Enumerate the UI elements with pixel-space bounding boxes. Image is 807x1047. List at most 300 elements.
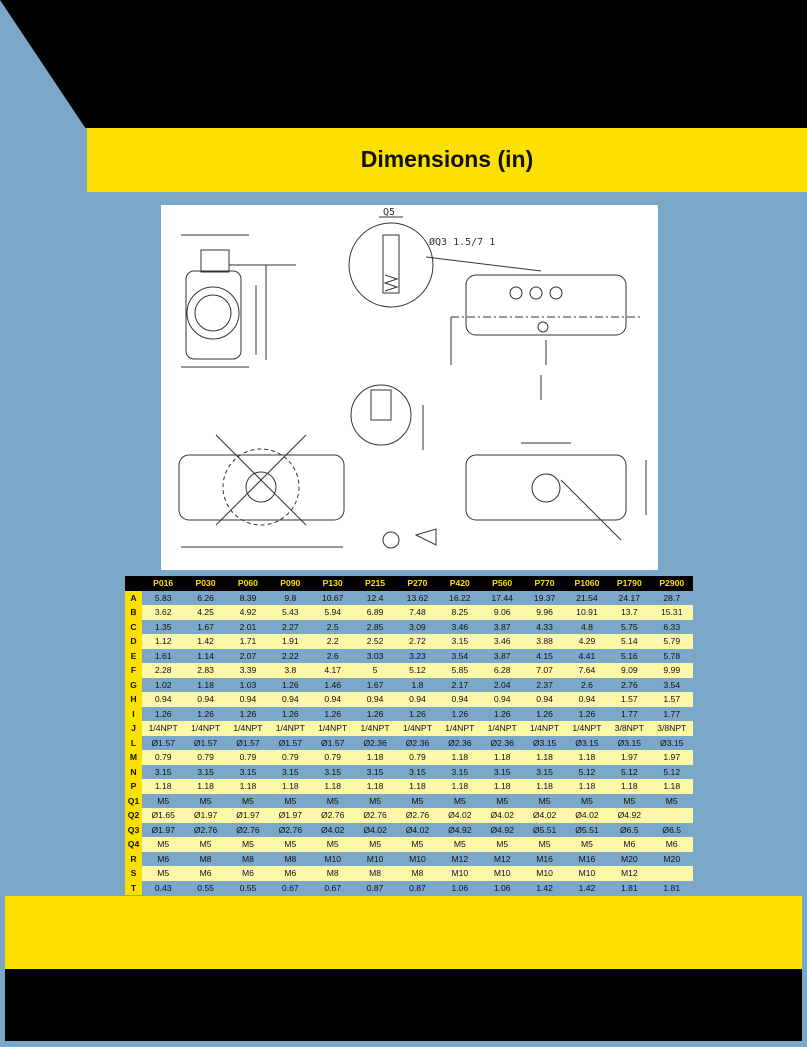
table-cell xyxy=(651,808,694,823)
table-cell: 1.97 xyxy=(608,750,650,765)
table-cell: 0.94 xyxy=(354,692,396,707)
detail-shaft-mid xyxy=(371,390,391,420)
top-view-body xyxy=(179,455,344,520)
table-cell: 1.18 xyxy=(396,779,438,794)
table-cell: 5.85 xyxy=(439,663,481,678)
row-label: N xyxy=(125,765,142,780)
table-cell: 1/4NPT xyxy=(523,721,565,736)
column-header-p1060: P1060 xyxy=(566,576,608,591)
callout-q5: Q5 xyxy=(383,207,396,218)
table-cell: Ø2.36 xyxy=(354,736,396,751)
table-cell: Ø4.02 xyxy=(481,808,523,823)
table-cell: 4.92 xyxy=(227,605,269,620)
table-cell: 16.22 xyxy=(439,591,481,606)
table-cell: Ø2.76 xyxy=(227,823,269,838)
table-cell: 1/4NPT xyxy=(269,721,311,736)
row-label: Q1 xyxy=(125,794,142,809)
table-cell: 0.94 xyxy=(269,692,311,707)
table-cell: Ø1.97 xyxy=(227,808,269,823)
table-cell: Ø2.76 xyxy=(269,823,311,838)
table-cell: 9.8 xyxy=(269,591,311,606)
table-cell: M20 xyxy=(651,852,694,867)
table-row xyxy=(125,591,693,606)
table-cell: 1.26 xyxy=(566,707,608,722)
table-cell: Ø2.76 xyxy=(184,823,226,838)
table-cell: M5 xyxy=(184,837,226,852)
table-cell: 2.72 xyxy=(396,634,438,649)
row-label: D xyxy=(125,634,142,649)
table-cell: M12 xyxy=(608,866,650,881)
top-view-shaft xyxy=(246,472,276,502)
side-port-1 xyxy=(510,287,522,299)
table-cell: 0.87 xyxy=(396,881,438,896)
column-header-p090: P090 xyxy=(269,576,311,591)
table-cell: 2.5 xyxy=(312,620,354,635)
end-view-body xyxy=(186,271,241,359)
table-cell: M10 xyxy=(396,852,438,867)
table-cell: Ø1.97 xyxy=(269,808,311,823)
detail-spring xyxy=(385,275,397,291)
table-cell: 1/4NPT xyxy=(566,721,608,736)
column-header-p016: P016 xyxy=(142,576,184,591)
table-cell: 1.18 xyxy=(481,750,523,765)
table-cell: 2.27 xyxy=(269,620,311,635)
table-row xyxy=(125,605,693,620)
table-cell: Ø1.57 xyxy=(312,736,354,751)
table-cell: M5 xyxy=(142,794,184,809)
column-header-p1790: P1790 xyxy=(608,576,650,591)
side-view-body xyxy=(466,275,626,335)
table-cell: M10 xyxy=(439,866,481,881)
table-cell: 1.26 xyxy=(523,707,565,722)
footer-black-band xyxy=(5,969,802,1041)
table-cell: M8 xyxy=(396,866,438,881)
table-cell: M10 xyxy=(354,852,396,867)
table-cell: 15.31 xyxy=(651,605,694,620)
table-cell: 1.42 xyxy=(184,634,226,649)
table-cell: M16 xyxy=(566,852,608,867)
table-cell: 3/8NPT xyxy=(651,721,694,736)
table-cell: 1.18 xyxy=(354,779,396,794)
table-cell: 2.37 xyxy=(523,678,565,693)
table-cell: 0.94 xyxy=(227,692,269,707)
table-row xyxy=(125,707,693,722)
table-cell: 5.83 xyxy=(142,591,184,606)
table-cell: 5.14 xyxy=(608,634,650,649)
bottom-view-leader xyxy=(561,480,621,540)
table-cell: M5 xyxy=(523,837,565,852)
table-cell: 3.15 xyxy=(312,765,354,780)
table-cell: 8.25 xyxy=(439,605,481,620)
table-row xyxy=(125,866,693,881)
table-cell: 7.48 xyxy=(396,605,438,620)
table-cell: 1.18 xyxy=(184,678,226,693)
table-cell: 1.18 xyxy=(651,779,694,794)
table-cell: 6.28 xyxy=(481,663,523,678)
table-cell: 1.18 xyxy=(608,779,650,794)
table-cell: 3.15 xyxy=(481,765,523,780)
table-row xyxy=(125,736,693,751)
row-label: Q4 xyxy=(125,837,142,852)
column-header-p030: P030 xyxy=(184,576,226,591)
table-cell: Ø1.57 xyxy=(269,736,311,751)
table-cell: 1.18 xyxy=(142,779,184,794)
table-cell: 0.87 xyxy=(354,881,396,896)
table-cell: M5 xyxy=(142,837,184,852)
table-cell: 1.06 xyxy=(481,881,523,896)
table-cell: M8 xyxy=(312,866,354,881)
row-label: H xyxy=(125,692,142,707)
row-label: J xyxy=(125,721,142,736)
table-cell: 2.52 xyxy=(354,634,396,649)
table-cell: M16 xyxy=(523,852,565,867)
table-cell: 21.54 xyxy=(566,591,608,606)
table-cell: 0.94 xyxy=(312,692,354,707)
table-cell: M8 xyxy=(227,852,269,867)
row-label: Q3 xyxy=(125,823,142,838)
dimensions-table xyxy=(125,576,693,895)
table-cell: 1.26 xyxy=(269,707,311,722)
table-cell: 10.67 xyxy=(312,591,354,606)
table-cell: 0.94 xyxy=(142,692,184,707)
table-cell: 1/4NPT xyxy=(396,721,438,736)
table-cell: 1.18 xyxy=(481,779,523,794)
table-cell: 5.12 xyxy=(608,765,650,780)
table-cell: 3/8NPT xyxy=(608,721,650,736)
table-cell: M6 xyxy=(142,852,184,867)
table-cell: 0.79 xyxy=(269,750,311,765)
table-cell: 1.67 xyxy=(184,620,226,635)
title-banner xyxy=(87,128,807,192)
dimension-drawing-svg xyxy=(161,205,658,570)
side-port-3 xyxy=(550,287,562,299)
table-row xyxy=(125,678,693,693)
table-cell: Ø4.92 xyxy=(608,808,650,823)
table-cell: 1.18 xyxy=(523,779,565,794)
table-cell: Ø5.51 xyxy=(566,823,608,838)
table-cell: 1/4NPT xyxy=(142,721,184,736)
table-cell: M10 xyxy=(481,866,523,881)
detail-circle-top xyxy=(349,223,433,307)
table-cell: 3.15 xyxy=(142,765,184,780)
table-row xyxy=(125,779,693,794)
table-cell: 3.87 xyxy=(481,649,523,664)
footer-yellow-band xyxy=(5,896,802,969)
table-cell: 1.06 xyxy=(439,881,481,896)
table-cell: 3.15 xyxy=(227,765,269,780)
table-cell: Ø1.57 xyxy=(184,736,226,751)
table-row xyxy=(125,852,693,867)
table-cell: M5 xyxy=(651,794,694,809)
table-cell: 0.67 xyxy=(269,881,311,896)
table-cell: 1/4NPT xyxy=(354,721,396,736)
table-cell: 3.09 xyxy=(396,620,438,635)
table-cell: 5.12 xyxy=(651,765,694,780)
table-cell: Ø2.36 xyxy=(439,736,481,751)
table-cell: 2.04 xyxy=(481,678,523,693)
table-cell: 1.71 xyxy=(227,634,269,649)
table-cell: M5 xyxy=(269,794,311,809)
table-cell: 1.67 xyxy=(354,678,396,693)
table-cell: 1.18 xyxy=(227,779,269,794)
table-cell: 0.94 xyxy=(439,692,481,707)
detail-pin xyxy=(383,235,399,293)
table-cell: M5 xyxy=(312,794,354,809)
table-cell: M5 xyxy=(184,794,226,809)
table-cell: 3.15 xyxy=(269,765,311,780)
row-label: S xyxy=(125,866,142,881)
table-cell: 1.26 xyxy=(184,707,226,722)
table-cell: Ø2.36 xyxy=(481,736,523,751)
table-cell: 3.87 xyxy=(481,620,523,635)
table-cell: 1.77 xyxy=(651,707,694,722)
table-cell: M6 xyxy=(269,866,311,881)
table-cell: 4.33 xyxy=(523,620,565,635)
table-cell: 1.18 xyxy=(566,750,608,765)
table-cell: 3.54 xyxy=(439,649,481,664)
table-row xyxy=(125,837,693,852)
table-cell: M5 xyxy=(566,794,608,809)
table-cell: 3.15 xyxy=(184,765,226,780)
table-cell: M5 xyxy=(396,837,438,852)
table-cell: Ø3.15 xyxy=(608,736,650,751)
table-cell: Ø2.76 xyxy=(354,808,396,823)
table-cell: 4.41 xyxy=(566,649,608,664)
table-row xyxy=(125,765,693,780)
table-cell: M6 xyxy=(608,837,650,852)
row-label: F xyxy=(125,663,142,678)
table-row xyxy=(125,881,693,896)
side-port-2 xyxy=(530,287,542,299)
table-cell: M5 xyxy=(439,794,481,809)
table-cell: 1.14 xyxy=(184,649,226,664)
row-label: M xyxy=(125,750,142,765)
table-cell: 19.37 xyxy=(523,591,565,606)
table-cell: M5 xyxy=(566,837,608,852)
table-cell: 1/4NPT xyxy=(312,721,354,736)
table-cell: 0.79 xyxy=(396,750,438,765)
table-cell: 3.23 xyxy=(396,649,438,664)
table-cell: 1/4NPT xyxy=(227,721,269,736)
column-header-p270: P270 xyxy=(396,576,438,591)
table-cell: M12 xyxy=(481,852,523,867)
row-label: A xyxy=(125,591,142,606)
table-cell: 3.15 xyxy=(396,765,438,780)
row-label: T xyxy=(125,881,142,896)
table-cell: Ø1.57 xyxy=(142,736,184,751)
table-row xyxy=(125,649,693,664)
table-cell: 0.94 xyxy=(184,692,226,707)
table-cell: 9.06 xyxy=(481,605,523,620)
table-row xyxy=(125,750,693,765)
table-cell: 13.62 xyxy=(396,591,438,606)
table-cell: M8 xyxy=(184,852,226,867)
table-cell: M6 xyxy=(651,837,694,852)
column-header-p560: P560 xyxy=(481,576,523,591)
column-header-p130: P130 xyxy=(312,576,354,591)
table-cell: 1.77 xyxy=(608,707,650,722)
table-row xyxy=(125,692,693,707)
table-cell: M6 xyxy=(227,866,269,881)
table-cell: 1.57 xyxy=(608,692,650,707)
dimensions-table-container xyxy=(125,576,693,893)
table-cell: 3.46 xyxy=(439,620,481,635)
bottom-view-shaft xyxy=(532,474,560,502)
table-cell: 5.78 xyxy=(651,649,694,664)
table-cell: 2.07 xyxy=(227,649,269,664)
row-label: R xyxy=(125,852,142,867)
table-cell: 1/4NPT xyxy=(481,721,523,736)
row-label: L xyxy=(125,736,142,751)
table-cell: Ø4.02 xyxy=(354,823,396,838)
table-cell: 12.4 xyxy=(354,591,396,606)
column-header-p215: P215 xyxy=(354,576,396,591)
table-cell: Ø4.02 xyxy=(312,823,354,838)
row-label: E xyxy=(125,649,142,664)
table-cell: 5.79 xyxy=(651,634,694,649)
table-cell: 1.26 xyxy=(354,707,396,722)
table-cell: 3.88 xyxy=(523,634,565,649)
table-cell: Ø6.5 xyxy=(608,823,650,838)
table-cell: 3.8 xyxy=(269,663,311,678)
table-cell: M5 xyxy=(396,794,438,809)
table-cell: M6 xyxy=(184,866,226,881)
table-cell: Ø6.5 xyxy=(651,823,694,838)
table-cell: 1.97 xyxy=(651,750,694,765)
table-cell: 6.33 xyxy=(651,620,694,635)
table-cell: 1.03 xyxy=(227,678,269,693)
table-cell: Ø4.02 xyxy=(396,823,438,838)
table-cell: Ø3.15 xyxy=(523,736,565,751)
table-cell: M5 xyxy=(481,837,523,852)
table-cell: 9.96 xyxy=(523,605,565,620)
table-cell: Ø2.36 xyxy=(396,736,438,751)
table-cell: 2.83 xyxy=(184,663,226,678)
table-cell: M5 xyxy=(523,794,565,809)
table-cell: Ø3.15 xyxy=(651,736,694,751)
table-cell: 2.6 xyxy=(566,678,608,693)
technical-drawing xyxy=(161,205,658,570)
table-cell xyxy=(651,866,694,881)
table-cell: 1/4NPT xyxy=(439,721,481,736)
column-header-p420: P420 xyxy=(439,576,481,591)
table-cell: M8 xyxy=(269,852,311,867)
row-label: B xyxy=(125,605,142,620)
table-cell: M12 xyxy=(439,852,481,867)
table-cell: M5 xyxy=(481,794,523,809)
table-cell: 4.8 xyxy=(566,620,608,635)
table-cell: 1.26 xyxy=(312,707,354,722)
table-cell: 5.94 xyxy=(312,605,354,620)
table-cell: M5 xyxy=(142,866,184,881)
table-cell: 0.43 xyxy=(142,881,184,896)
table-cell: 2.2 xyxy=(312,634,354,649)
table-cell: 7.07 xyxy=(523,663,565,678)
column-header-p060: P060 xyxy=(227,576,269,591)
table-cell: 3.03 xyxy=(354,649,396,664)
table-cell: 0.94 xyxy=(523,692,565,707)
table-cell: Ø4.02 xyxy=(566,808,608,823)
table-cell: 3.15 xyxy=(439,765,481,780)
table-cell: 0.55 xyxy=(227,881,269,896)
table-cell: 3.62 xyxy=(142,605,184,620)
table-cell: 24.17 xyxy=(608,591,650,606)
table-cell: Ø1.65 xyxy=(142,808,184,823)
table-cell: 1.26 xyxy=(269,678,311,693)
table-cell: 1.18 xyxy=(523,750,565,765)
table-cell: Ø4.92 xyxy=(439,823,481,838)
table-cell: 3.15 xyxy=(354,765,396,780)
table-cell: 4.17 xyxy=(312,663,354,678)
table-cell: 5.12 xyxy=(396,663,438,678)
table-cell: M5 xyxy=(439,837,481,852)
table-cell: 2.22 xyxy=(269,649,311,664)
table-row xyxy=(125,634,693,649)
table-cell: 2.01 xyxy=(227,620,269,635)
table-cell: 2.85 xyxy=(354,620,396,635)
table-cell: 1.18 xyxy=(184,779,226,794)
table-cell: 1.02 xyxy=(142,678,184,693)
table-cell: Ø2.76 xyxy=(312,808,354,823)
table-cell: 5.75 xyxy=(608,620,650,635)
table-cell: M5 xyxy=(269,837,311,852)
table-cell: M5 xyxy=(354,794,396,809)
table-cell: 1.26 xyxy=(142,707,184,722)
table-header-row xyxy=(125,576,693,591)
table-cell: 5.43 xyxy=(269,605,311,620)
table-cell: 1.18 xyxy=(439,779,481,794)
table-cell: 9.09 xyxy=(608,663,650,678)
table-cell: 0.79 xyxy=(142,750,184,765)
table-cell: M5 xyxy=(312,837,354,852)
table-cell: 1.81 xyxy=(651,881,694,896)
table-cell: 2.28 xyxy=(142,663,184,678)
end-view-bore-inner xyxy=(195,295,231,331)
table-cell: 0.94 xyxy=(481,692,523,707)
table-cell: 2.17 xyxy=(439,678,481,693)
table-cell: 1.18 xyxy=(566,779,608,794)
table-row xyxy=(125,721,693,736)
table-cell: 4.25 xyxy=(184,605,226,620)
table-cell: Ø3.15 xyxy=(566,736,608,751)
table-cell: Ø1.57 xyxy=(227,736,269,751)
table-cell: 3.46 xyxy=(481,634,523,649)
table-cell: M5 xyxy=(354,837,396,852)
table-cell: 5.16 xyxy=(608,649,650,664)
table-row xyxy=(125,620,693,635)
table-cell: 1.46 xyxy=(312,678,354,693)
row-label: P xyxy=(125,779,142,794)
table-cell: 1.57 xyxy=(651,692,694,707)
row-label: C xyxy=(125,620,142,635)
table-cell: 0.79 xyxy=(184,750,226,765)
table-cell: 17.44 xyxy=(481,591,523,606)
table-cell: 1.26 xyxy=(439,707,481,722)
table-cell: 1.12 xyxy=(142,634,184,649)
table-cell: Ø4.02 xyxy=(439,808,481,823)
table-cell: 1.61 xyxy=(142,649,184,664)
table-cell: 1.26 xyxy=(396,707,438,722)
table-cell: 1/4NPT xyxy=(184,721,226,736)
column-header-p2900: P2900 xyxy=(651,576,694,591)
table-cell: 0.79 xyxy=(227,750,269,765)
table-cell: 10.91 xyxy=(566,605,608,620)
detail-circle-mid xyxy=(351,385,411,445)
bottom-view-body xyxy=(466,455,626,520)
top-view-bolt-circle xyxy=(223,449,299,525)
table-cell: 1.81 xyxy=(608,881,650,896)
table-cell: 2.76 xyxy=(608,678,650,693)
